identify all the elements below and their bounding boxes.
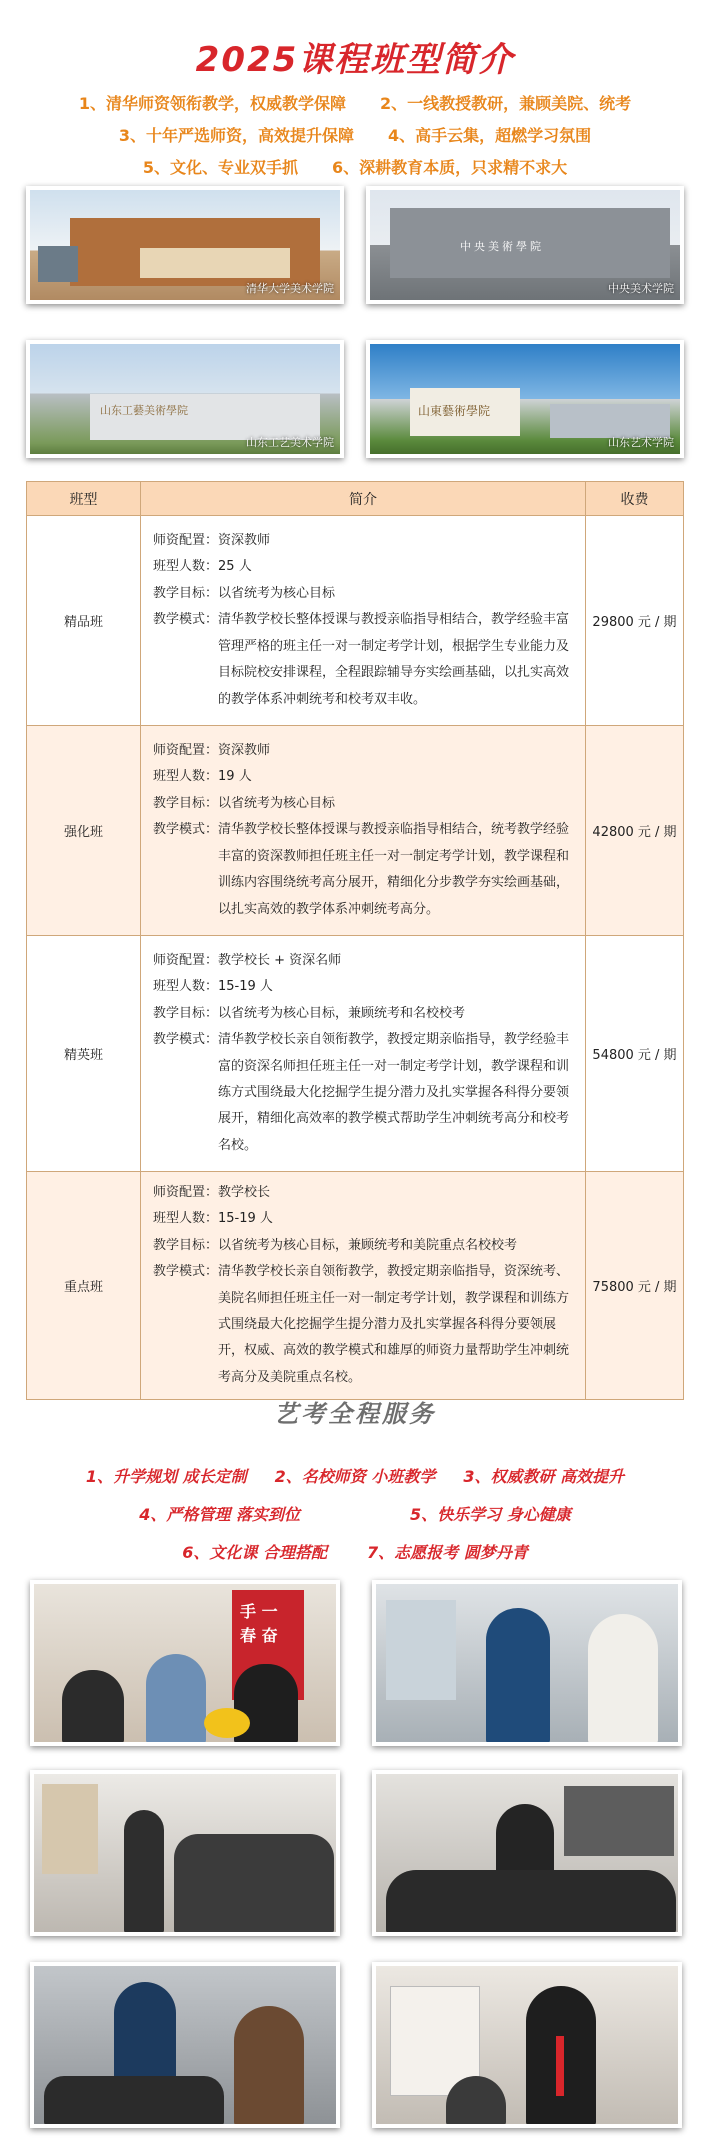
desc-value: 教学校长 + 资深名师 <box>218 952 342 968</box>
service-item <box>367 1534 528 1572</box>
person-shape <box>62 1670 124 1744</box>
school-photo-sdca <box>366 340 684 458</box>
table-row <box>27 1172 684 1400</box>
activity-photo-guidance <box>372 1962 682 2128</box>
service-text: 志愿报考 圆梦丹青 <box>394 1543 528 1562</box>
page-title: 2025课程班型简介 <box>195 40 515 80</box>
desc-key: 班型人数： <box>153 559 219 575</box>
building-shape <box>140 248 290 278</box>
service-row <box>0 1496 710 1534</box>
building-shape <box>550 404 670 438</box>
person-shape <box>234 2006 304 2126</box>
service-row <box>0 1458 710 1496</box>
service-item <box>86 1458 247 1496</box>
table-header-price: 收费 <box>586 482 684 516</box>
desc-key: 教学模式： <box>153 1032 219 1048</box>
poster-text: 手 一 春 奋 <box>240 1602 278 1645</box>
desc-key: 教学目标： <box>153 795 219 811</box>
service-number: 7、 <box>367 1543 395 1562</box>
flower-shape <box>204 1708 250 1738</box>
desc-value: 15-19 人 <box>218 979 273 995</box>
feature-item: 3、十年严选师资，高效提升保障 <box>118 126 354 145</box>
service-item <box>410 1496 571 1534</box>
service-text: 文化课 合理搭配 <box>209 1543 327 1562</box>
service-item <box>182 1534 327 1572</box>
activity-photo-studio <box>30 1962 340 2128</box>
feature-row <box>0 88 710 120</box>
board-shape <box>564 1786 674 1856</box>
person-shape <box>486 1608 550 1744</box>
desc-key: 班型人数： <box>153 1211 219 1227</box>
course-table <box>26 481 684 1400</box>
class-price: 75800 元 / 期 <box>586 1172 684 1400</box>
desc-value: 清华教学校长亲自领衔教学，教授定期亲临指导，资深统考、美院名师担任班主任一对一制定考学计划，教学课程和训练方式围绕最大化挖掘学生提分潜力及扎实掌握各科得分要领展开，权威、高效的教学模式和雄厚的师资力量帮助学生冲刺统考高分及美院重点名校。 <box>218 1264 570 1385</box>
board-shape <box>386 1600 456 1700</box>
desc-key: 教学模式： <box>153 612 219 628</box>
service-item <box>275 1458 436 1496</box>
student-group <box>174 1834 334 1934</box>
photo-caption: 山东工艺美术学院 <box>246 436 334 449</box>
service-text: 名校师资 小班教学 <box>301 1467 436 1486</box>
service-number: 1、 <box>85 1467 114 1486</box>
activity-photo-classroom <box>30 1770 340 1936</box>
desc-key: 师资配置： <box>153 1185 219 1200</box>
service-text: 快乐学习 身心健康 <box>437 1505 571 1524</box>
class-price: 29800 元 / 期 <box>586 516 684 726</box>
desc-value: 清华教学校长整体授课与教授亲临指导相结合，统考教学经验丰富的资深教师担任班主任一对一制定考学计划，教学课程和训练内容围绕统考高分展开，精细化分步教学夯实绘画基础，以扎实高效的教学体系冲刺统考高分。 <box>218 822 570 917</box>
service-item <box>463 1458 624 1496</box>
service-list <box>0 1458 710 1572</box>
service-text: 升学规划 成长定制 <box>113 1467 247 1486</box>
desc-value: 25 人 <box>218 559 252 575</box>
class-price: 54800 元 / 期 <box>586 936 684 1172</box>
service-item <box>139 1496 300 1534</box>
service-text: 权威教研 高效提升 <box>490 1467 625 1486</box>
school-photo-sdada <box>26 340 344 458</box>
class-type: 强化班 <box>27 726 141 936</box>
desc-key: 教学模式： <box>153 1264 219 1280</box>
desc-key: 教学目标： <box>153 585 219 601</box>
desc-value: 清华教学校长整体授课与教授亲临指导相结合，教学经验丰富管理严格的班主任一对一制定考学计划，根据学生专业能力及目标院校安排课程，全程跟踪辅导夯实绘画基础，以扎实高效的教学体系冲刺统考和校考双丰收。 <box>218 612 570 707</box>
feature-item: 6、深耕教育本质，只求精不求大 <box>332 158 568 177</box>
class-desc <box>141 1172 586 1400</box>
desc-key: 教学目标： <box>153 1237 219 1253</box>
service-number: 5、 <box>410 1505 438 1524</box>
feature-row <box>0 152 710 184</box>
school-photo-cafa <box>366 186 684 304</box>
person-shape <box>124 1810 164 1934</box>
desc-key: 班型人数： <box>153 979 219 995</box>
desc-value: 15-19 人 <box>218 1211 273 1227</box>
service-text: 严格管理 落实到位 <box>166 1505 300 1524</box>
photo-caption: 清华大学美术学院 <box>246 282 334 295</box>
school-photo-tsinghua <box>26 186 344 304</box>
feature-item: 2、一线教授教研，兼顾美院、统考 <box>380 94 632 113</box>
student-group <box>386 1870 676 1934</box>
building-sign: 山东工藝美術學院 <box>100 404 188 417</box>
person-shape <box>146 1654 206 1744</box>
desc-key: 师资配置： <box>153 743 219 759</box>
class-desc <box>141 726 586 936</box>
lanyard-shape <box>556 2036 564 2096</box>
feature-item: 4、高手云集，超燃学习氛围 <box>388 126 592 145</box>
service-title: 艺考全程服务 <box>274 1400 436 1428</box>
building-sign: 中央美術學院 <box>460 240 544 253</box>
feature-row <box>0 120 710 152</box>
desc-value: 以省统考为核心目标，兼顾统考和名校校考 <box>218 1005 466 1021</box>
class-type: 精英班 <box>27 936 141 1172</box>
feature-item: 1、清华师资领衔教学，权威教学保障 <box>78 94 346 113</box>
class-desc <box>141 936 586 1172</box>
desc-value: 以省统考为核心目标 <box>218 585 336 601</box>
table-header-row <box>27 482 684 516</box>
activity-photo-instruction <box>372 1770 682 1936</box>
table-row <box>27 726 684 936</box>
building-shape <box>38 246 78 282</box>
desc-key: 教学模式： <box>153 822 219 838</box>
service-number: 4、 <box>139 1505 167 1524</box>
desc-key: 师资配置： <box>153 952 219 968</box>
table-row <box>27 936 684 1172</box>
feature-list <box>0 88 710 184</box>
desc-value: 19 人 <box>218 769 252 785</box>
service-number: 2、 <box>274 1467 302 1486</box>
service-number: 3、 <box>463 1467 491 1486</box>
desc-value: 教学校长 <box>218 1185 271 1200</box>
class-price: 42800 元 / 期 <box>586 726 684 936</box>
feature-item: 5、文化、专业双手抓 <box>142 158 298 177</box>
service-row <box>0 1534 710 1572</box>
desc-value: 以省统考为核心目标，兼顾统考和美院重点名校校考 <box>218 1237 518 1253</box>
class-desc <box>141 516 586 726</box>
activity-photo-lecture <box>372 1580 682 1746</box>
easel-shape <box>42 1784 98 1874</box>
class-type: 精品班 <box>27 516 141 726</box>
student-group <box>44 2076 224 2126</box>
desc-key: 教学目标： <box>153 1005 219 1021</box>
table-header-desc: 简介 <box>141 482 586 516</box>
desc-value: 资深教师 <box>218 533 271 549</box>
desc-value: 以省统考为核心目标 <box>218 795 336 811</box>
photo-caption: 山东艺术学院 <box>608 436 674 449</box>
person-shape <box>588 1614 658 1744</box>
photo-caption: 中央美术学院 <box>608 282 674 295</box>
desc-value: 资深教师 <box>218 743 271 759</box>
desc-key: 师资配置： <box>153 533 219 549</box>
building-sign: 山東藝術學院 <box>418 404 491 418</box>
desc-key: 班型人数： <box>153 769 219 785</box>
desc-value: 清华教学校长亲自领衔教学，教授定期亲临指导，教学经验丰富的资深名师担任班主任一对一制定考学计划，教学课程和训练方式围绕最大化挖掘学生提分潜力及扎实掌握各科得分要领展开，精细化高效率的教学模式帮助学生冲刺统考高分和校考名校。 <box>218 1032 570 1153</box>
class-type: 重点班 <box>27 1172 141 1400</box>
activity-photo-discussion <box>30 1580 340 1746</box>
service-number: 6、 <box>182 1543 210 1562</box>
person-shape <box>446 2076 506 2126</box>
table-header-type: 班型 <box>27 482 141 516</box>
table-row <box>27 516 684 726</box>
